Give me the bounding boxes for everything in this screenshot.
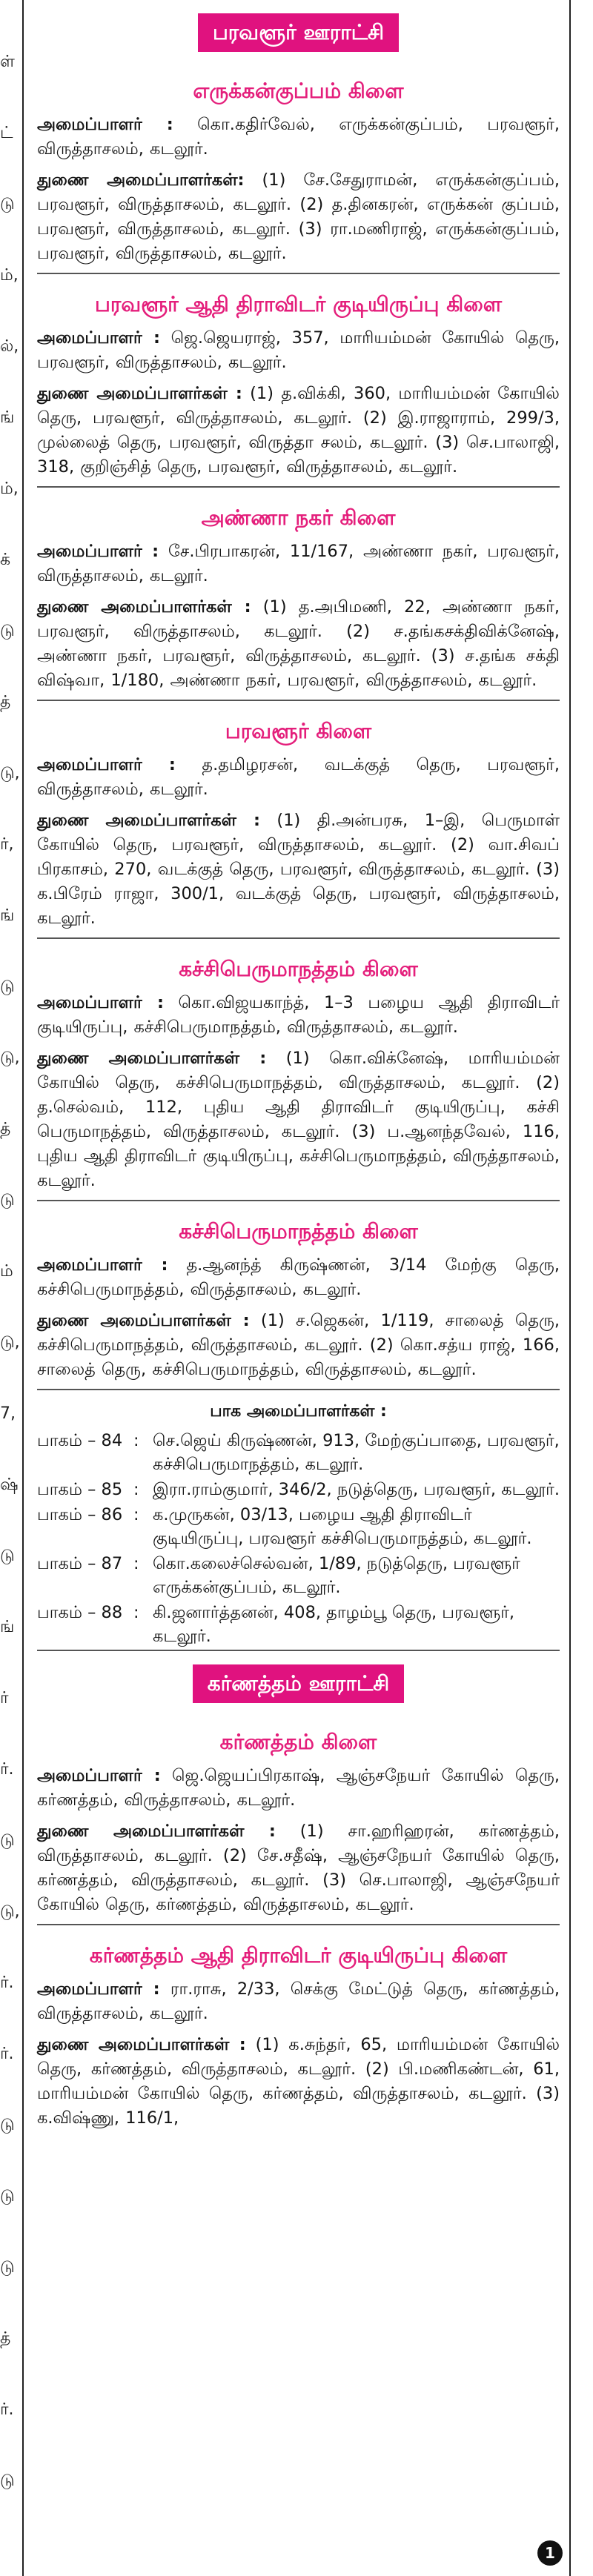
left-column-fragment: ம் bbox=[0, 1262, 13, 1281]
branch-heading: அண்ணா நகர் கிளை bbox=[201, 505, 396, 530]
left-column-fragment: த் bbox=[0, 2329, 11, 2348]
role-label: துணை அமைப்பாளர்கள் : bbox=[37, 811, 261, 830]
left-column-fragment: டு bbox=[0, 1191, 15, 1209]
left-column-fragment: ங் bbox=[0, 1618, 15, 1636]
booth-row bbox=[37, 1552, 560, 1599]
section-separator bbox=[37, 273, 560, 274]
organizer-paragraph bbox=[37, 809, 560, 931]
booth-organizer: இரா.ராம்குமார், 346/2, நடுத்தெரு, பரவளூர், கடலூர். bbox=[153, 1480, 560, 1499]
booth-row bbox=[37, 1503, 560, 1550]
role-label: துணை அமைப்பாளர்கள்: bbox=[37, 170, 245, 190]
organizer-paragraph bbox=[37, 168, 560, 266]
left-column-fragment: டு bbox=[0, 977, 15, 996]
left-column-fragment: டு, bbox=[0, 1049, 20, 1067]
column-divider-left bbox=[22, 0, 24, 2576]
role-label: அமைப்பாளர் : bbox=[37, 1766, 161, 1785]
panchayat-banner-wrap bbox=[37, 1651, 560, 1712]
role-label: அமைப்பாளர் : bbox=[37, 1255, 168, 1275]
booth-colon: : bbox=[133, 1554, 139, 1573]
organizer-details: (1) தி.அன்பரசு, 1–இ, பெருமாள் கோயில் தெரு, பரவளூர், விருத்தாசலம், கடலூர். (2) வா.சிவப் பிரகாசம், 270, வடக்குத் தெரு, பரவளூர், விருத்தாசலம், கடலூர். (3) க.பிரேம் ராஜா, 300/1, வடக்குத் தெரு, பரவளூர், விருத்தாசலம், கடலூர். bbox=[37, 811, 560, 928]
branch-heading: பரவளூர் ஆதி திராவிடர் குடியிருப்பு கிளை bbox=[95, 292, 502, 316]
left-column-fragment: ர். bbox=[0, 1760, 14, 1779]
left-column-fragment: டு bbox=[0, 195, 15, 213]
organizer-details: (1) க.சுந்தர், 65, மாரியம்மன் கோயில் தெரு, கர்ணத்தம், விருத்தாசலம், கடலூர். (2) பி.மணிகண்டன், 61, மாரியம்மன் கோயில் தெரு, கர்ணத்தம், விருத்தாசலம், கடலூர். (3) க.விஷ்ணு, 116/1, bbox=[37, 2035, 560, 2128]
branch-heading: கச்சிபெருமாநத்தம் கிளை bbox=[179, 957, 418, 981]
organizer-details: த.ஆனந்த் கிருஷ்ணன், 3/14 மேற்கு தெரு, கச்சிபெருமாநத்தம், விருத்தாசலம், கடலூர். bbox=[37, 1255, 560, 1299]
booth-colon: : bbox=[133, 1480, 139, 1499]
organizer-details: (1) கொ.விக்னேஷ், மாரியம்மன் கோயில் தெரு, கச்சிபெருமாநத்தம், விருத்தாசலம், கடலூர். (2) த.செல்வம், 112, புதிய ஆதி திராவிடர் குடியிருப்பு, கச்சி பெருமாநத்தம், விருத்தாசலம், கடலூர். (3) ப.ஆனந்தவேல், 116, புதிய ஆதி திராவிடர் குடியிருப்பு, கச்சிபெருமாநத்தம், விருத்தாசலம், கடலூர். bbox=[37, 1049, 560, 1190]
left-column-fragment: ர். bbox=[0, 2045, 14, 2063]
booth-number: பாகம் – 88 bbox=[37, 1603, 123, 1622]
left-column-fragment: ர், bbox=[0, 835, 14, 854]
role-label: துணை அமைப்பாளர்கள் : bbox=[37, 384, 242, 403]
organizer-paragraph bbox=[37, 382, 560, 479]
branch-heading: கச்சிபெருமாநத்தம் கிளை bbox=[179, 1219, 418, 1244]
left-column-fragment: டு, bbox=[0, 1902, 20, 1921]
role-label: அமைப்பாளர் : bbox=[37, 115, 173, 134]
organizer-paragraph bbox=[37, 540, 560, 588]
panchayat-banner-wrap bbox=[37, 0, 560, 61]
left-column-fragment: ல், bbox=[0, 337, 19, 356]
left-column-fragment: ம், bbox=[0, 479, 19, 498]
role-label: துணை அமைப்பாளர்கள் : bbox=[37, 597, 251, 617]
left-column-fragment: டு bbox=[0, 2116, 15, 2134]
booth-organizer: க.முருகன், 03/13, பழைய ஆதி திராவிடர் குடியிருப்பு, பரவளூர் கச்சிபெருமாநத்தம், கடலூர். bbox=[153, 1505, 532, 1548]
organizer-paragraph bbox=[37, 113, 560, 162]
organizer-details: ஜெ.ஜெயப்பிரகாஷ், ஆஞ்சநேயர் கோயில் தெரு, கர்ணத்தம், விருத்தாசலம், கடலூர். bbox=[37, 1766, 560, 1810]
organizer-paragraph bbox=[37, 991, 560, 1040]
booth-organizer: கி.ஜனார்த்தனன், 408, தாழம்பூ தெரு, பரவளூர், கடலூர். bbox=[153, 1603, 515, 1646]
organizer-paragraph bbox=[37, 1309, 560, 1382]
booth-organizers-heading: பாக அமைப்பாளர்கள் : bbox=[210, 1402, 387, 1421]
organizer-details: ரா.ராசு, 2/33, செக்கு மேட்டுத் தெரு, கர்ணத்தம், விருத்தாசலம், கடலூர். bbox=[37, 1979, 560, 2023]
booth-number: பாகம் – 84 bbox=[37, 1431, 123, 1450]
left-column-fragment: டு, bbox=[0, 764, 20, 783]
organizer-details: (1) ச.ஜெகன், 1/119, சாலைத் தெரு, கச்சிபெருமாநத்தம், விருத்தாசலம், கடலூர். (2) கொ.சத்ய ராஜ், 166, சாலைத் தெரு, கச்சிபெருமாநத்தம், விருத்தாசலம், கடலூர். bbox=[37, 1311, 560, 1379]
organizer-details: (1) த.விக்கி, 360, மாரியம்மன் கோயில் தெரு, பரவளூர், விருத்தாசலம், கடலூர். (2) இ.ராஜாராம், 299/3, முல்லைத் தெரு, பரவளூர், விருத்தா சலம், கடலூர். (3) செ.பாலாஜி, 318, குறிஞ்சித் தெரு, பரவளூர், விருத்தாசலம், கடலூர். bbox=[37, 384, 560, 477]
left-column-fragment: ட் bbox=[0, 124, 13, 142]
left-column-fragment: ஷ் bbox=[0, 1475, 19, 1494]
left-column-fragments bbox=[0, 0, 18, 2576]
left-column-fragment: டு bbox=[0, 2187, 15, 2205]
branch-heading: எருக்கன்குப்பம் கிளை bbox=[193, 79, 404, 103]
booth-organizer: கொ.கலைச்செல்வன், 1/89, நடுத்தெரு, பரவளூர் எருக்கன்குப்பம், கடலூர். bbox=[153, 1554, 520, 1597]
section-separator bbox=[37, 1389, 560, 1390]
booth-row bbox=[37, 1429, 560, 1476]
organizer-details: (1) சா.ஹரிஹரன், கர்ணத்தம், விருத்தாசலம், கடலூர். (2) சே.சதீஷ், ஆஞ்சநேயர் கோயில் தெரு, கர்ணத்தம், விருத்தாசலம், கடலூர். (3) செ.பாலாஜி, ஆஞ்சநேயர் கோயில் தெரு, கர்ணத்தம், விருத்தாசலம், கடலூர். bbox=[37, 1822, 560, 1914]
booth-colon: : bbox=[133, 1603, 139, 1622]
booth-organizer: செ.ஜெய் கிருஷ்ணன், 913, மேற்குப்பாதை, பரவளூர், கச்சிபெருமாநத்தம், கடலூர். bbox=[153, 1431, 560, 1474]
left-column-fragment: த் bbox=[0, 693, 11, 711]
organizer-details: ஜெ.ஜெயராஜ், 357, மாரியம்மன் கோயில் தெரு, பரவளூர், விருத்தாசலம், கடலூர். bbox=[37, 328, 560, 372]
left-column-fragment: ர். bbox=[0, 1974, 14, 1992]
role-label: அமைப்பாளர் : bbox=[37, 542, 159, 561]
branch-heading: பரவளூர் கிளை bbox=[225, 719, 372, 743]
booth-number: பாகம் – 86 bbox=[37, 1505, 123, 1524]
page-number-badge: 1 bbox=[537, 2540, 563, 2566]
left-column-fragment: டு bbox=[0, 2258, 15, 2277]
booth-row bbox=[37, 1478, 560, 1501]
left-column-fragment: டு bbox=[0, 1831, 15, 1850]
left-column-fragment: 7, bbox=[0, 1404, 16, 1423]
section-separator bbox=[37, 700, 560, 701]
organizer-details: கொ.விஜயகாந்த், 1–3 பழைய ஆதி திராவிடர் குடியிருப்பு, கச்சிபெருமாநத்தம், விருத்தாசலம், கடலூர். bbox=[37, 993, 560, 1037]
organizer-details: (1) சே.சேதுராமன், எருக்கன்குப்பம், பரவளூர், விருத்தாசலம், கடலூர். (2) த.தினகரன், எருக்கன் குப்பம், பரவளூர், விருத்தாசலம், கடலூர். (3) ரா.மணிராஜ், எருக்கன்குப்பம், பரவளூர், விருத்தாசலம், கடலூர். bbox=[37, 170, 560, 263]
branch-heading: கர்ணத்தம் கிளை bbox=[219, 1730, 377, 1754]
left-column-fragment: ர் bbox=[0, 1689, 9, 1707]
booth-number: பாகம் – 85 bbox=[37, 1480, 123, 1499]
organizer-paragraph bbox=[37, 2033, 560, 2131]
section-separator bbox=[37, 937, 560, 939]
column-divider-right bbox=[569, 0, 571, 2576]
left-column-fragment: ங் bbox=[0, 408, 15, 427]
panchayat-banner: கர்ணத்தம் ஊராட்சி bbox=[193, 1664, 404, 1703]
left-column-fragment: டு bbox=[0, 2472, 15, 2490]
booth-number: பாகம் – 87 bbox=[37, 1554, 123, 1573]
organizer-details: சே.பிரபாகரன், 11/167, அண்ணா நகர், பரவளூர், விருத்தாசலம், கடலூர். bbox=[37, 542, 560, 585]
left-column-fragment: ங் bbox=[0, 906, 15, 925]
left-column-fragment: த் bbox=[0, 1120, 11, 1138]
left-column-fragment: க் bbox=[0, 551, 11, 569]
left-column-fragment: டு, bbox=[0, 1333, 20, 1352]
organizer-paragraph bbox=[37, 1046, 560, 1193]
section-separator bbox=[37, 486, 560, 488]
role-label: துணை அமைப்பாளர்கள் : bbox=[37, 2035, 246, 2054]
booth-colon: : bbox=[133, 1431, 139, 1450]
organizer-details: கொ.கதிர்வேல், எருக்கன்குப்பம், பரவளூர், விருத்தாசலம், கடலூர். bbox=[37, 115, 560, 159]
booth-row bbox=[37, 1601, 560, 1648]
organizer-paragraph bbox=[37, 326, 560, 375]
role-label: அமைப்பாளர் : bbox=[37, 1979, 160, 1999]
role-label: அமைப்பாளர் : bbox=[37, 328, 161, 348]
left-column-fragment: ர். bbox=[0, 2400, 14, 2419]
organizer-paragraph bbox=[37, 1977, 560, 2026]
role-label: அமைப்பாளர் : bbox=[37, 755, 176, 774]
left-column-fragment: ம், bbox=[0, 266, 19, 285]
article-column bbox=[37, 0, 560, 2137]
booth-colon: : bbox=[133, 1505, 139, 1524]
panchayat-banner: பரவளூர் ஊராட்சி bbox=[198, 13, 399, 52]
organizer-paragraph bbox=[37, 1819, 560, 1917]
organizer-details: (1) த.அபிமணி, 22, அண்ணா நகர், பரவளூர், விருத்தாசலம், கடலூர். (2) ச.தங்கசக்திவிக்னேஷ், அண்ணா நகர், பரவளூர், விருத்தாசலம், கடலூர். (3) ச.தங்க சக்தி விஷ்வா, 1/180, அண்ணா நகர், பரவளூர், விருத்தாசலம், கடலூர். bbox=[37, 597, 560, 690]
role-label: துணை அமைப்பாளர்கள் : bbox=[37, 1311, 250, 1330]
organizer-paragraph bbox=[37, 1253, 560, 1302]
organizer-paragraph bbox=[37, 753, 560, 802]
organizer-paragraph bbox=[37, 595, 560, 693]
section-separator bbox=[37, 1924, 560, 1925]
role-label: அமைப்பாளர் : bbox=[37, 993, 164, 1012]
role-label: துணை அமைப்பாளர்கள் : bbox=[37, 1049, 267, 1068]
left-column-fragment: டு bbox=[0, 1547, 15, 1565]
left-column-fragment: டு bbox=[0, 622, 15, 640]
role-label: துணை அமைப்பாளர்கள் : bbox=[37, 1822, 276, 1841]
branch-heading: கர்ணத்தம் ஆதி திராவிடர் குடியிருப்பு கிளை bbox=[89, 1943, 508, 1968]
left-column-fragment: ள் bbox=[0, 53, 15, 71]
section-separator bbox=[37, 1200, 560, 1201]
organizer-paragraph bbox=[37, 1764, 560, 1813]
organizer-details: த.தமிழரசன், வடக்குத் தெரு, பரவளூர், விருத்தாசலம், கடலூர். bbox=[37, 755, 560, 799]
